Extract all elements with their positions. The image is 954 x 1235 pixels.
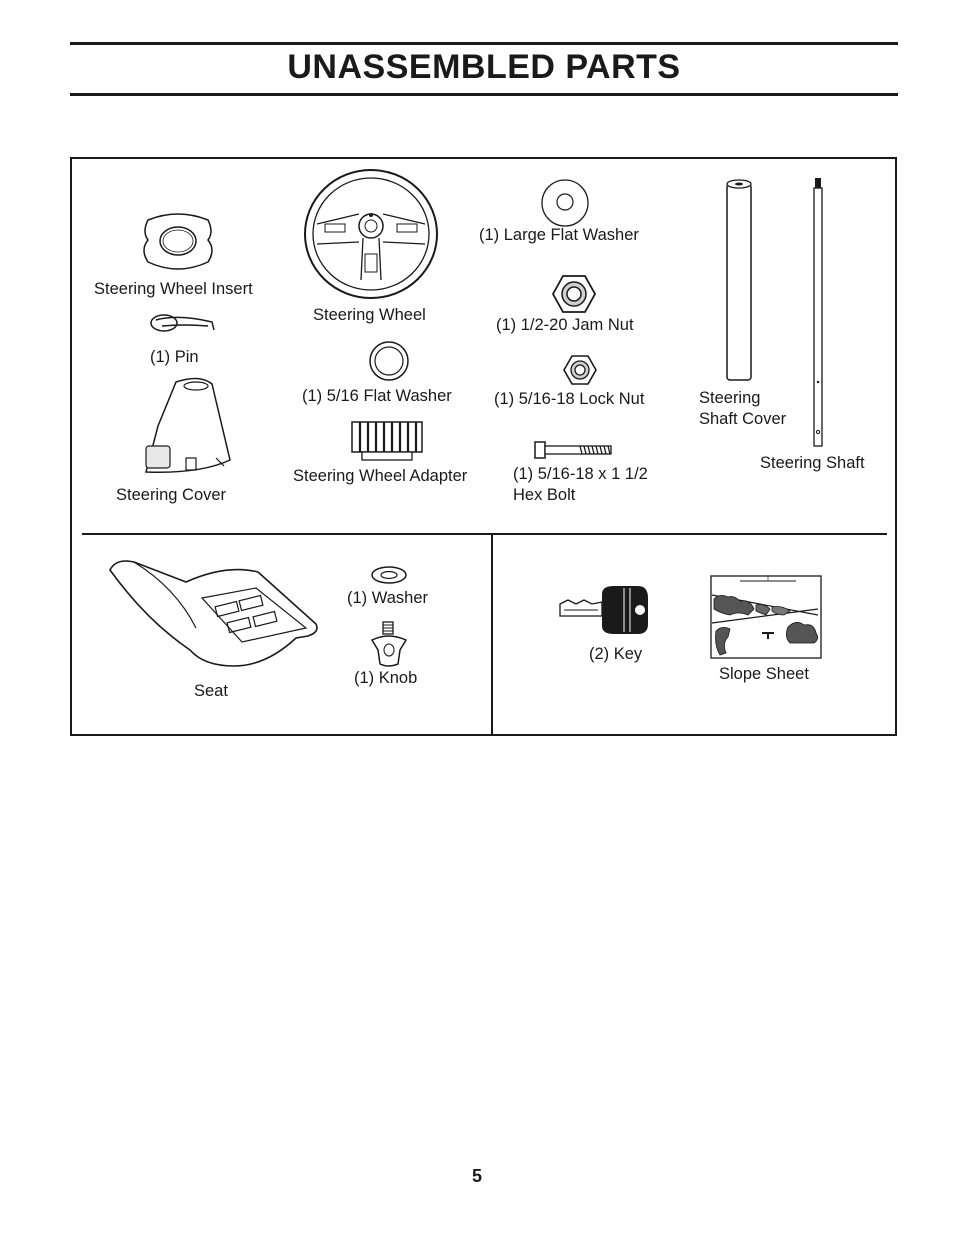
lock-nut-icon bbox=[563, 355, 597, 385]
section-divider-vertical bbox=[491, 533, 493, 736]
slope-sheet-label: Slope Sheet bbox=[719, 665, 809, 683]
flat-washer-icon bbox=[368, 340, 410, 382]
hex-bolt-label-line1: (1) 5/16-18 x 1 1/2 bbox=[513, 465, 648, 483]
steering-wheel-label: Steering Wheel bbox=[313, 306, 426, 324]
pin-icon bbox=[148, 310, 220, 336]
seat-label: Seat bbox=[194, 682, 228, 700]
steering-shaft-label: Steering Shaft bbox=[760, 454, 865, 472]
lock-nut-label: (1) 5/16-18 Lock Nut bbox=[494, 390, 645, 408]
steering-shaft-cover-label-line1: Steering bbox=[699, 389, 761, 407]
jam-nut-icon bbox=[552, 274, 596, 314]
large-flat-washer-icon bbox=[540, 178, 590, 228]
top-rule bbox=[70, 42, 898, 45]
page-title: UNASSEMBLED PARTS bbox=[287, 48, 681, 86]
steering-cover-icon bbox=[140, 376, 232, 476]
large-flat-washer-label: (1) Large Flat Washer bbox=[479, 226, 639, 244]
steering-wheel-insert-icon bbox=[138, 210, 218, 274]
steering-wheel-insert-label: Steering Wheel Insert bbox=[94, 280, 253, 298]
knob-label: (1) Knob bbox=[354, 669, 418, 687]
hex-bolt-icon bbox=[534, 440, 614, 460]
page-number: 5 bbox=[471, 1166, 482, 1186]
steering-wheel-adapter-label: Steering Wheel Adapter bbox=[293, 467, 468, 485]
steering-cover-label: Steering Cover bbox=[116, 486, 227, 504]
key-icon bbox=[558, 584, 650, 636]
section-divider-horizontal bbox=[82, 533, 887, 535]
hex-bolt-label-line2: Hex Bolt bbox=[513, 486, 576, 504]
steering-shaft-icon bbox=[810, 176, 826, 450]
steering-wheel-adapter-icon bbox=[350, 418, 424, 462]
steering-shaft-cover-icon bbox=[724, 178, 754, 384]
knob-icon bbox=[368, 620, 410, 668]
washer-label: (1) Washer bbox=[347, 589, 428, 607]
slope-sheet-icon bbox=[710, 575, 822, 659]
jam-nut-label: (1) 1/2-20 Jam Nut bbox=[496, 316, 634, 334]
bottom-rule bbox=[70, 93, 898, 96]
key-label: (2) Key bbox=[589, 645, 643, 663]
flat-washer-label: (1) 5/16 Flat Washer bbox=[302, 387, 452, 405]
steering-shaft-cover-label-line2: Shaft Cover bbox=[699, 410, 787, 428]
washer-icon bbox=[370, 565, 408, 585]
pin-label: (1) Pin bbox=[150, 348, 199, 366]
seat-icon bbox=[106, 558, 322, 670]
steering-wheel-icon bbox=[303, 168, 439, 300]
